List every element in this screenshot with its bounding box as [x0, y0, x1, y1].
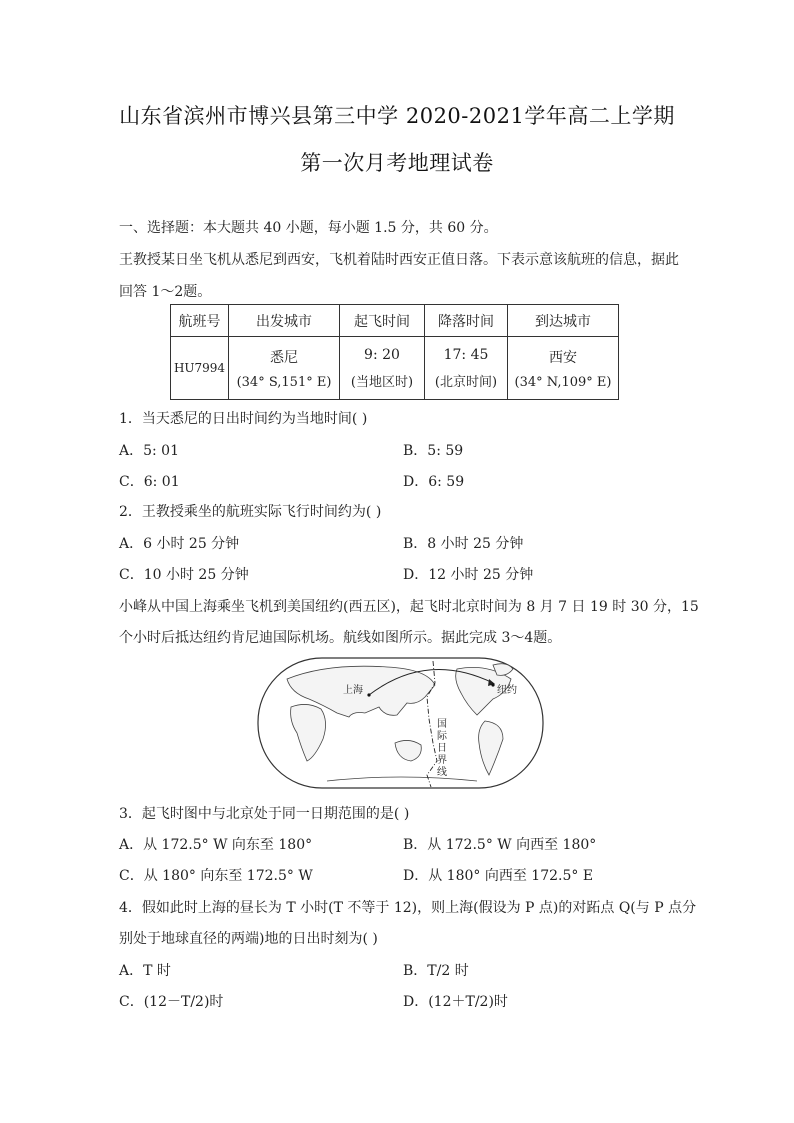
header-arr: 降落时间: [425, 305, 508, 337]
shanghai-point-icon: [367, 693, 370, 696]
q4-option-b: B．T/2 时: [403, 963, 469, 979]
q4-stem-line1: 4．假如此时上海的昼长为 T 小时(T 不等于 12)，则上海(假设为 P 点)的对跖点 Q(与 P 点分: [119, 900, 697, 916]
intro-text-1b: 回答 1～2题。: [119, 284, 212, 300]
from-city: 悉尼: [270, 349, 298, 366]
header-dep: 起飞时间: [340, 305, 425, 337]
dep-note: (当地区时): [350, 374, 414, 390]
world-route-map: [257, 657, 544, 789]
section-heading: 一、选择题：本大题共 40 小题，每小题 1.5 分，共 60 分。: [119, 220, 498, 236]
q1-stem: 1．当天悉尼的日出时间约为当地时间( ): [119, 411, 368, 427]
intro-text-1a: 王教授某日坐飞机从悉尼到西安，飞机着陆时西安正值日落。下表示意该航班的信息，据此: [119, 252, 679, 268]
header-flight: 航班号: [171, 305, 229, 337]
header-from: 出发城市: [229, 305, 340, 337]
q3-stem: 3．起飞时图中与北京处于同一日期范围的是( ): [119, 806, 410, 822]
cell-to: [508, 337, 619, 400]
cell-arr: [425, 337, 508, 400]
q2-option-b: B．8 小时 25 分钟: [403, 536, 524, 552]
page-title-line1: 山东省滨州市博兴县第三中学 2020-2021学年高二上学期: [119, 104, 675, 128]
q3-option-d: D．从 180° 向西至 172.5° E: [403, 868, 594, 884]
q4-option-a: A．T 时: [119, 963, 171, 979]
q1-option-a: A．5: 01: [119, 443, 179, 459]
dep-time: 9: 20: [364, 346, 400, 363]
header-to: 到达城市: [508, 305, 619, 337]
q3-option-c: C．从 180° 向东至 172.5° W: [119, 868, 313, 884]
q4-stem-line2: 别处于地球直径的两端)地的日出时刻为( ): [119, 931, 378, 947]
cell-flight: HU7994: [171, 337, 229, 400]
q1-option-b: B．5: 59: [403, 443, 464, 459]
table-header-row: [171, 305, 619, 337]
q2-stem: 2．王教授乘坐的航班实际飞行时间约为( ): [119, 504, 382, 520]
q3-option-b: B．从 172.5° W 向西至 180°: [403, 837, 597, 853]
q4-option-c: C．(12－T/2)时: [119, 994, 224, 1010]
intro-text-2b: 个小时后抵达纽约肯尼迪国际机场。航线如图所示。据此完成 3～4题。: [119, 630, 562, 646]
label-dateline: 国际日界线: [437, 719, 447, 778]
q2-option-a: A．6 小时 25 分钟: [119, 536, 240, 552]
to-coord: (34° N,109° E): [514, 374, 612, 390]
q4-option-d: D．(12＋T/2)时: [403, 994, 508, 1010]
q1-option-c: C．6: 01: [119, 474, 180, 490]
arr-time: 17: 45: [443, 346, 489, 363]
q2-option-d: D．12 小时 25 分钟: [403, 567, 534, 583]
table-row: [171, 337, 619, 400]
q3-option-a: A．从 172.5° W 向东至 180°: [119, 837, 313, 853]
arr-note: (北京时间): [434, 374, 498, 390]
newyork-point-icon: [491, 683, 494, 686]
to-city: 西安: [549, 349, 577, 366]
cell-from: [229, 337, 340, 400]
from-coord: (34° S,151° E): [236, 374, 332, 390]
page-title-line2: 第一次月考地理试卷: [300, 151, 494, 175]
q2-option-c: C．10 小时 25 分钟: [119, 567, 249, 583]
flight-table: [170, 304, 619, 400]
label-shanghai: 上海: [343, 685, 363, 696]
cell-dep: [340, 337, 425, 400]
intro-text-2a: 小峰从中国上海乘坐飞机到美国纽约(西五区)，起飞时北京时间为 8 月 7 日 19 时 30 分，15: [119, 599, 699, 615]
label-newyork: 纽约: [497, 685, 517, 696]
q1-option-d: D．6: 59: [403, 474, 465, 490]
